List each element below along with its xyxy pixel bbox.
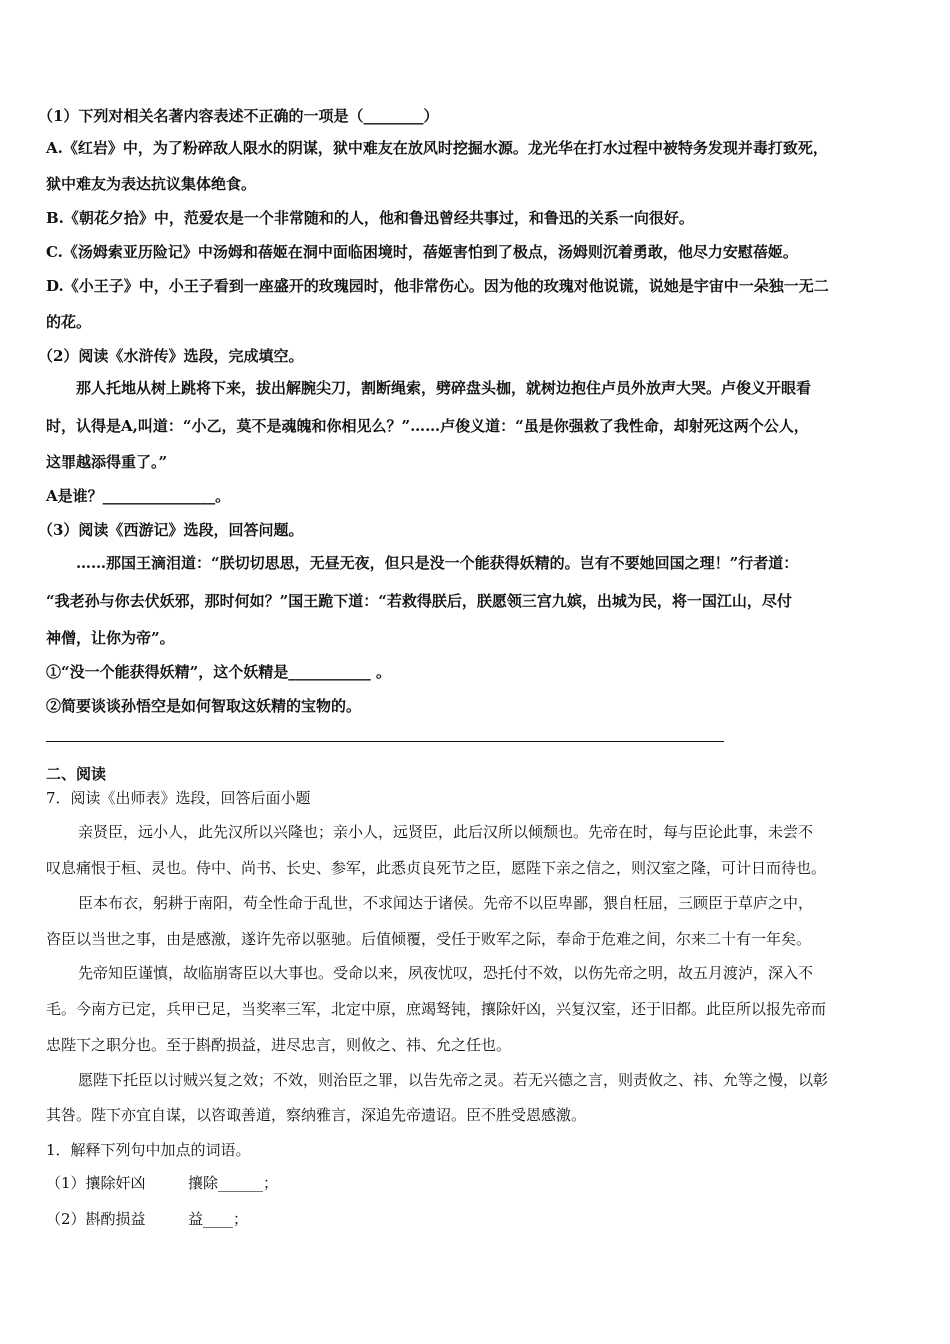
chushibiao-para4-line1: 愿陛下托臣以讨贼兴复之效；不效，则治臣之罪，以告先帝之灵。若无兴德之言，则责攸之、祎、允等之慢，以彰 — [78, 1071, 829, 1089]
sub-question-1: 1．解释下列句中加点的词语。 — [46, 1141, 251, 1159]
chushibiao-para3-line2: 毛。今南方已定，兵甲已足，当奖率三军，北定中原，庶竭驽钝，攘除奸凶，兴复汉室，还于旧都。此臣所以报先帝而 — [46, 1000, 827, 1018]
section-heading-reading: 二、阅读 — [46, 765, 107, 783]
shuihu-passage-line2: 时，认得是A,叫道：“小乙，莫不是魂魄和你相见么？”……卢俊义道：“虽是你强救了我性命，却射死这两个公人， — [46, 417, 809, 435]
q6-part1-option-a-cont: 狱中难友为表达抗议集体绝食。 — [46, 175, 257, 193]
item2-blank: 益____； — [188, 1210, 249, 1228]
q6-part3-stem: （3）阅读《西游记》选段，回答问题。 — [38, 521, 304, 539]
item1-blank: 攘除______； — [188, 1174, 279, 1192]
chushibiao-para4-line2: 其咎。陛下亦宜自谋，以咨诹善道，察纳雅言，深追先帝遗诏。臣不胜受恩感激。 — [46, 1106, 587, 1124]
shuihu-passage-line3: 这罪越添得重了。” — [46, 453, 168, 471]
xiyou-passage-line1: ……那国王滴泪道：“朕切切思思，无昼无夜，但只是没一个能获得妖精的。岂有不要她回国之理！”行者道： — [76, 554, 799, 572]
answer-line — [46, 741, 724, 742]
item1-phrase: （1）攘除奸凶 — [46, 1174, 146, 1192]
chushibiao-para3-line1: 先帝知臣谨慎，故临崩寄臣以大事也。受命以来，夙夜忧叹，恐托付不效，以伤先帝之明，故五月渡泸，深入不 — [78, 964, 814, 982]
shuihu-passage-line1: 那人托地从树上跳将下来，拔出解腕尖刀，割断绳索，劈碎盘头枷，就树边抱住卢员外放声大哭。卢俊义开眼看 — [76, 379, 812, 397]
q6-part1-option-b: B.《朝花夕拾》中，范爱农是一个非常随和的人，他和鲁迅曾经共事过，和鲁迅的关系一向很好。 — [46, 209, 694, 227]
q7-title: 7．阅读《出师表》选段，回答后面小题 — [46, 789, 311, 807]
xiyou-passage-line2: “我老孙与你去伏妖邪，那时何如？”国王跪下道：“若救得朕后，朕愿领三宫九嫔，出城为民，将一国江山，尽付 — [46, 592, 792, 610]
q6-part1-option-c: C.《汤姆索亚历险记》中汤姆和蓓姬在洞中面临困境时，蓓姬害怕到了极点，汤姆则沉着勇敢，他尽力安慰蓓姬。 — [46, 243, 798, 261]
q6-part1-stem: （1）下列对相关名著内容表述不正确的一项是（________） — [38, 107, 439, 125]
chushibiao-para1-line2: 叹息痛恨于桓、灵也。侍中、尚书、长史、参军，此悉贞良死节之臣，愿陛下亲之信之，则汉室之隆，可计日而待也。 — [46, 859, 827, 877]
q6-part2-stem: （2）阅读《水浒传》选段，完成填空。 — [38, 347, 304, 365]
q6-part1-option-d-cont: 的花。 — [46, 313, 92, 331]
q6-part1-option-a: A.《红岩》中，为了粉碎敌人限水的阴谋，狱中难友在放风时挖掘水源。龙光华在打水过程中被特务发现并毒打致死， — [46, 139, 828, 157]
chushibiao-para2-line1: 臣本布衣，躬耕于南阳，苟全性命于乱世，不求闻达于诸侯。先帝不以臣卑鄙，猥自枉屈，三顾臣于草庐之中， — [78, 894, 814, 912]
chushibiao-para1-line1: 亲贤臣，远小人，此先汉所以兴隆也；亲小人，远贤臣，此后汉所以倾颓也。先帝在时，每与臣论此事，未尝不 — [78, 823, 814, 841]
q6-part2-question: A是谁？_______________。 — [46, 487, 231, 505]
q6-part3-question1: ①“没一个能获得妖精”，这个妖精是___________ 。 — [46, 663, 391, 681]
chushibiao-para3-line3: 忠陛下之职分也。至于斟酌损益，进尽忠言，则攸之、祎、允之任也。 — [46, 1036, 512, 1054]
q6-part1-option-d: D.《小王子》中，小王子看到一座盛开的玫瑰园时，他非常伤心。因为他的玫瑰对他说谎，说她是宇宙中一朵独一无二 — [46, 277, 829, 295]
q6-part3-question2: ②简要谈谈孙悟空是如何智取这妖精的宝物的。 — [46, 697, 362, 715]
xiyou-passage-line3: 神僧，让你为帝”。 — [46, 629, 175, 647]
chushibiao-para2-line2: 咨臣以当世之事，由是感激，遂许先帝以驱驰。后值倾覆，受任于败军之际，奉命于危难之间，尔来二十有一年矣。 — [46, 930, 812, 948]
item2-phrase: （2）斟酌损益 — [46, 1210, 146, 1228]
